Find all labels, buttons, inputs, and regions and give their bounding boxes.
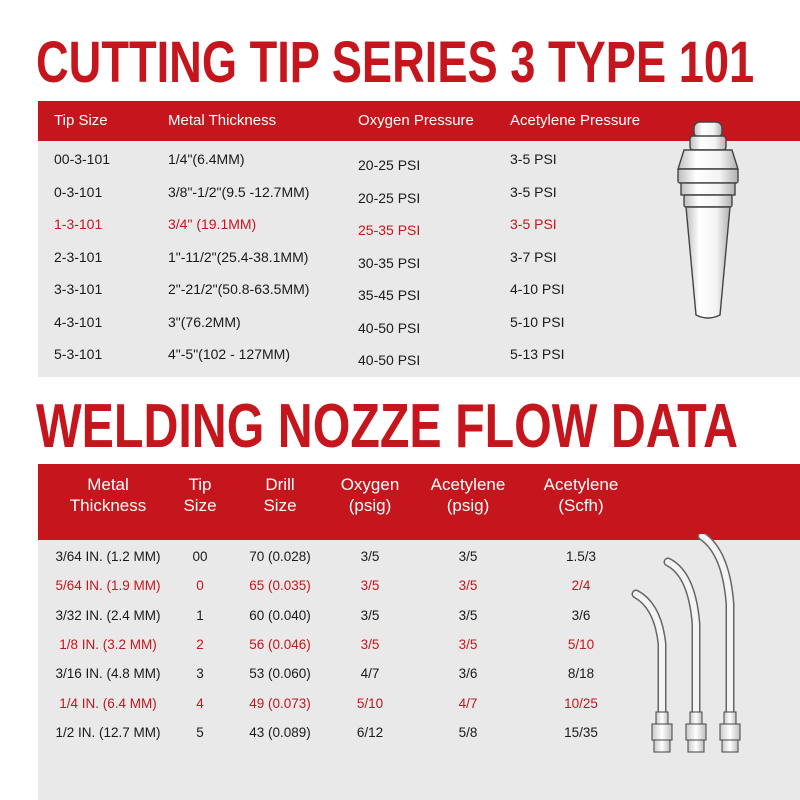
cutting-cell: 4"-5"(102 - 127MM) [168,346,290,362]
cutting-header-cell: Oxygen Pressure [358,112,474,129]
cutting-cell: 2"-21/2"(50.8-63.5MM) [168,281,310,297]
cutting-cell: 1/4"(6.4MM) [168,151,245,167]
cutting-cell: 5-3-101 [54,346,103,362]
welding-cell: 60 (0.040) [249,607,311,623]
welding-cell: 3/5 [360,636,380,652]
welding-header-cell: Acetylene (psig) [430,475,506,515]
welding-cell: 00 [192,549,208,564]
welding-cell: 56 (0.046) [249,636,311,652]
welding-cell: 1/8 IN. (3.2 MM) [59,636,157,652]
cutting-cell: 25-35 PSI [358,222,421,238]
welding-cell: 3/64 IN. (1.2 MM) [55,549,161,564]
welding-cell: 1/4 IN. (6.4 MM) [59,695,157,711]
cutting-cell: 20-25 PSI [358,189,421,206]
welding-header-cell: Oxygen (psig) [340,475,400,515]
cutting-cell: 3-5 PSI [510,151,557,167]
cutting-section-title: CUTTING TIP SERIES 3 TYPE 101 [36,30,755,95]
welding-section-title: WELDING NOZZE FLOW DATA [36,392,738,461]
welding-header-cell: Tip Size [183,475,217,515]
cutting-cell: 3/8"-1/2"(9.5 -12.7MM) [168,183,310,200]
welding-cell: 0 [196,578,204,594]
welding-cell: 3/5 [458,578,478,594]
welding-cell: 2/4 [571,578,591,594]
welding-header-cell: Metal Thickness [69,475,147,515]
welding-cell: 4 [196,695,204,711]
welding-cell: 3/6 [458,666,478,682]
welding-cell: 10/25 [564,695,598,711]
welding-cell: 6/12 [356,724,384,740]
cutting-cell: 30-35 PSI [358,254,421,271]
cutting-cell: 0-3-101 [54,183,103,200]
welding-cell: 1 [196,607,204,623]
cutting-cell: 4-10 PSI [510,281,565,297]
welding-cell: 15/35 [564,724,598,740]
welding-cell: 5/10 [567,636,595,652]
welding-cell: 2 [196,636,204,652]
welding-cell: 4/7 [458,695,478,711]
cutting-cell: 3"(76.2MM) [168,313,241,330]
cutting-cell: 1"-11/2"(25.4-38.1MM) [168,248,309,265]
cutting-tip-table [38,101,800,377]
welding-cell: 3/16 IN. (4.8 MM) [55,666,161,682]
cutting-header-cell: Acetylene Pressure [510,112,641,129]
cutting-cell: 2-3-101 [54,248,103,265]
cutting-cell: 1-3-101 [54,216,103,232]
welding-cell: 4/7 [360,666,380,682]
cutting-cell: 00-3-101 [54,151,111,167]
welding-cell: 3/5 [458,607,478,623]
cutting-cell: 35-45 PSI [358,287,421,303]
welding-cell: 5/10 [356,695,384,711]
welding-flow-table [38,464,800,800]
welding-cell: 3/5 [360,578,380,594]
cutting-cell: 3-5 PSI [510,216,557,232]
welding-cell: 3/6 [571,607,591,623]
cutting-cell: 5-13 PSI [510,346,565,362]
cutting-cell: 40-50 PSI [358,352,421,368]
welding-cell: 5/64 IN. (1.9 MM) [55,578,161,594]
welding-cell: 1.5/3 [565,549,597,564]
welding-nozzle-icon [618,534,798,800]
cutting-cell: 3-5 PSI [510,183,557,200]
cutting-cell: 40-50 PSI [358,319,421,336]
welding-cell: 65 (0.035) [249,578,311,594]
welding-cell: 5 [196,724,204,740]
welding-cell: 5/8 [458,724,478,740]
welding-cell: 53 (0.060) [249,666,311,682]
cutting-cell: 5-10 PSI [510,313,565,330]
cutting-cell: 3-7 PSI [510,248,557,265]
welding-cell: 3/32 IN. (2.4 MM) [55,607,161,623]
cutting-header-cell: Tip Size [54,112,108,129]
welding-cell: 3/5 [458,549,478,564]
welding-cell: 3 [196,666,204,682]
welding-cell: 49 (0.073) [249,695,311,711]
welding-cell: 3/5 [360,549,380,564]
welding-header-cell: Drill Size [263,475,297,515]
cutting-cell: 4-3-101 [54,313,103,330]
cutting-cell: 20-25 PSI [358,157,421,173]
welding-cell: 43 (0.089) [249,724,311,740]
cutting-cell: 3/4" (19.1MM) [168,216,257,232]
welding-header-cell: Acetylene (Scfh) [543,475,619,515]
welding-cell: 8/18 [567,666,595,682]
cutting-header-cell: Metal Thickness [168,112,277,129]
cutting-tip-icon [668,121,748,426]
welding-cell: 3/5 [360,607,380,623]
cutting-cell: 3-3-101 [54,281,103,297]
welding-cell: 1/2 IN. (12.7 MM) [55,724,161,740]
welding-cell: 3/5 [458,636,478,652]
welding-cell: 70 (0.028) [249,549,311,564]
